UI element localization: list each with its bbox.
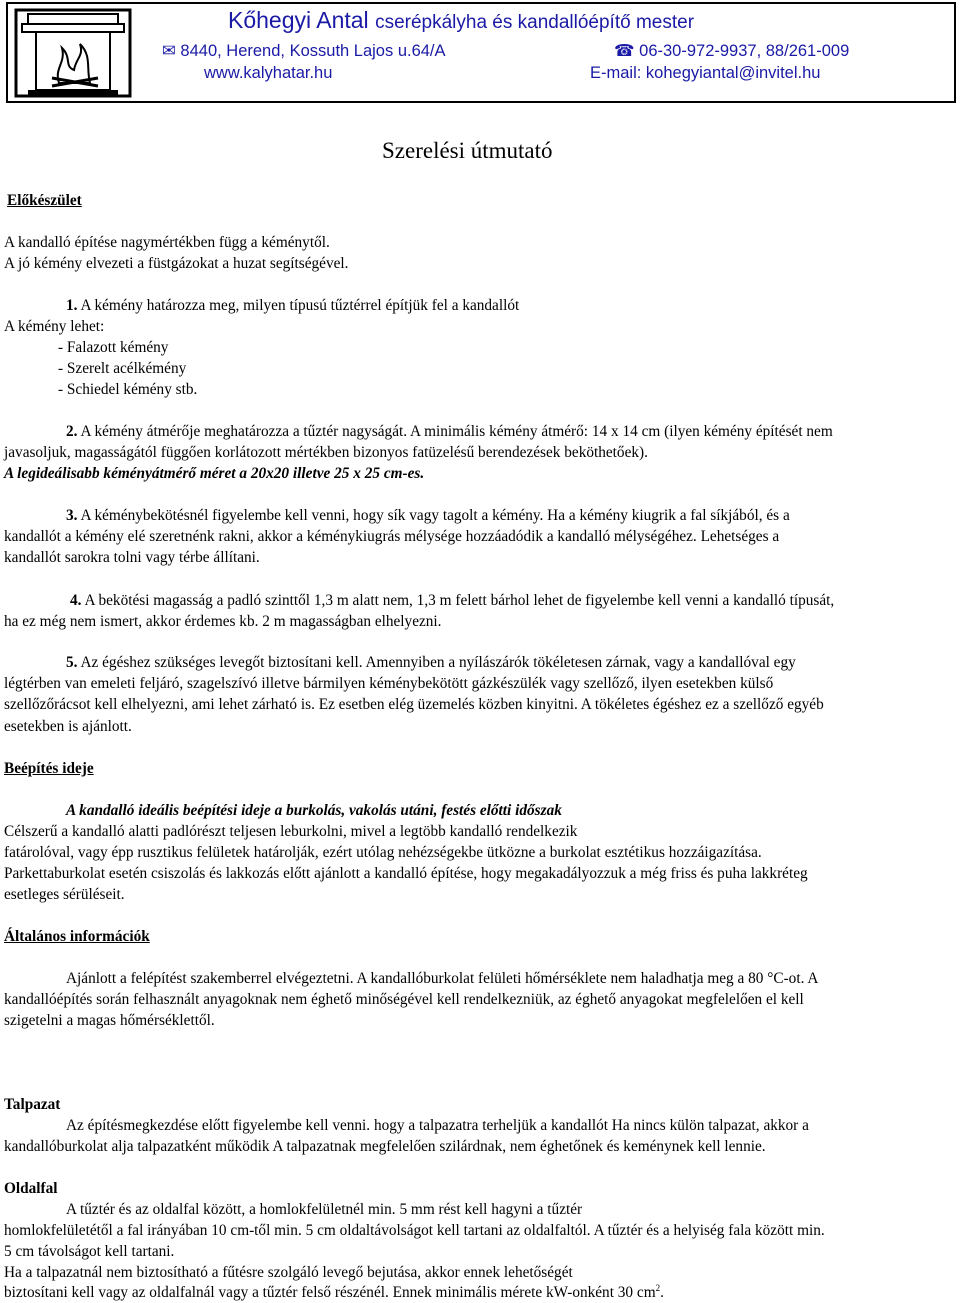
point-3-line-2: kandallót a kémény elé szeretnénk rakni, akkor a kéménykiugrás mélysége hozzáadódik a kandalló mélységéhez. Lehetséges a [4, 528, 780, 545]
address-line [162, 41, 446, 62]
point-3: 3. A kéménybekötésnél figyelembe kell venni, hogy sík vagy tagolt a kémény. Ha a kémény kiugrik a fal síkjából, és a [66, 507, 790, 524]
list-item: - Szerelt acélkémény [58, 360, 187, 377]
list-item: - Falazott kémény [58, 339, 169, 356]
oldalfal-line-1: A tűztér és az oldalfal között, a homlokfelületnél min. 5 mm rést kell hagyni a tűztér [66, 1201, 583, 1218]
oldalfal-line-5: biztosítani kell vagy az oldalfalnál vagy a tűztér felső részénél. Ennek minimális mérete kW-onként 30 $cm^2$. [4, 1282, 664, 1301]
point-1: 1. A kémény határozza meg, milyen típusú tűztérrel építjük fel a kandallót [66, 297, 520, 314]
oldalfal-line-2: homlokfelületétől a fal irányában 10 cm-től min. 5 cm oldaltávolságot kell tartani az oldalfaltól. A tűztér és a helyiség fala között min. [4, 1222, 825, 1239]
beepites-line-3: Parkettaburkolat esetén csiszolás és lakkozás előtt ajánlott a kandalló építése, hogy megakadályozzuk a még friss és puha lakkréteg [4, 865, 808, 882]
company-name: Kőhegyi Antal [228, 7, 369, 33]
beepites-line-1: Célszerű a kandalló alatti padlórészt teljesen leburkolni, mivel a legtöbb kandalló rendelkezik [4, 823, 578, 840]
company-phone: 06-30-972-9937, 88/261-009 [639, 42, 850, 60]
point-4-line-2: ha ez még nem ismert, akkor érdemes kb. 2 m magasságban elhelyezni. [4, 613, 442, 630]
page-title: Szerelési útmutató [382, 138, 553, 163]
point-5-line-2: légtérben van emeleti feljáró, szagelszívó illetve bármilyen kéménybekötött gázkészülék vagy szellőző, ilyen esetekben külső [4, 675, 774, 692]
heading-oldalfal: Oldalfal [4, 1180, 58, 1197]
company-address: 8440, Herend, Kossuth Lajos u.64/A [180, 42, 446, 60]
altalanos-line-3: szigetelni a magas hőmérséklettől. [4, 1012, 215, 1029]
heading-beepites: Beépítés ideje [4, 760, 94, 777]
point-3-line-3: kandallót sarokra tolni vagy térbe állítani. [4, 549, 260, 566]
altalanos-line-1: Ajánlott a felépítést szakemberrel elvégeztetni. A kandallóburkolat felületi hőmérséklete nem haladhatja meg a 80 °C-ot. A [66, 970, 819, 987]
beepites-line-4: esetleges sérüléseit. [4, 886, 125, 903]
point-2-line-2: javasoljuk, magasságától függően korlátozott mértékben bizonyos fatüzelésű berendezések beköthetőek). [4, 444, 648, 461]
oldalfal-line-4: Ha a talpazatnál nem biztosítható a fűtésre szolgáló levegő bejutása, akkor ennek lehetőségét [4, 1264, 573, 1281]
heading-talpazat: Talpazat [4, 1096, 61, 1113]
talpazat-line-2: kandallóburkolat alja talpazatként működik A talpazatnak megfelelően szilárdnak, nem éghetőnek és keménynek kell lennie. [4, 1138, 766, 1155]
company-name-line [228, 7, 695, 33]
point-4: 4. A bekötési magasság a padló szinttől 1,3 m alatt nem, 1,3 m felett bárhol lehet de figyelembe kell venni a kandalló típusát, [70, 592, 835, 609]
altalanos-line-2: kandallóépítés során felhasznált anyagoknak nem éghető minőségével kell rendelkezniük, az éghető anyagokat megfelelően el kell [4, 991, 804, 1008]
fireplace-logo [14, 8, 132, 98]
heading-altalanos: Általános információk [4, 928, 150, 945]
heading-elokeszulet: Előkészület [7, 192, 82, 209]
point-2-line-3: A legideálisabb kéményátmérő méret a 20x20 illetve 25 x 25 cm-es. [4, 465, 425, 482]
talpazat-line-1: Az építésmegkezdése előtt figyelembe kell venni. hogy a talpazatra terheljük a kandallót Ha nincs külön talpazat, akkor a [66, 1117, 809, 1134]
point-5-line-4: esetekben is ajánlott. [4, 718, 132, 735]
envelope-icon: ✉ [162, 42, 176, 60]
point-5: 5. Az égéshez szükséges levegőt biztosítani kell. Amennyiben a nyílászárók tökéletesen zárnak, vagy a kandallóval egy [66, 654, 796, 671]
company-website[interactable]: www.kalyhatar.hu [204, 64, 333, 82]
beepites-line-2: fatárolóval, vagy épp rusztikus felületek határolják, ezért utólag nehézségekbe ütközne a burkolat esztétikus hozzáigazítása. [4, 844, 762, 861]
company-email[interactable]: E-mail: kohegyiantal@invitel.hu [590, 64, 821, 82]
company-subtitle: cserépkályha és kandallóépítő mester [375, 12, 695, 33]
beepites-emphasis: A kandalló ideális beépítési ideje a burkolás, vakolás utáni, festés előtti időszak [66, 802, 562, 819]
point-1-line-2: A kémény lehet: [4, 318, 105, 335]
phone-line [614, 41, 849, 62]
point-5-line-3: szellőzőrácsot kell elhelyezni, ami lehet zárható is. Ez esetben elég üzemelés közben kinyitni. A tökéletes égéshez ez a szellőző egyéb [4, 696, 824, 713]
point-2: 2. A kémény átmérője meghatározza a tűztér nagyságát. A minimális kémény átmérő: 14 x 14 cm (ilyen kémény építését nem [66, 423, 833, 440]
list-item: - Schiedel kémény stb. [58, 381, 198, 398]
intro-line-2: A jó kémény elvezeti a füstgázokat a huzat segítségével. [4, 255, 349, 272]
phone-icon: ☎ [614, 42, 635, 60]
oldalfal-line-3: 5 cm távolságot kell tartani. [4, 1243, 175, 1260]
intro-line-1: A kandalló építése nagymértékben függ a kéménytől. [4, 234, 330, 251]
